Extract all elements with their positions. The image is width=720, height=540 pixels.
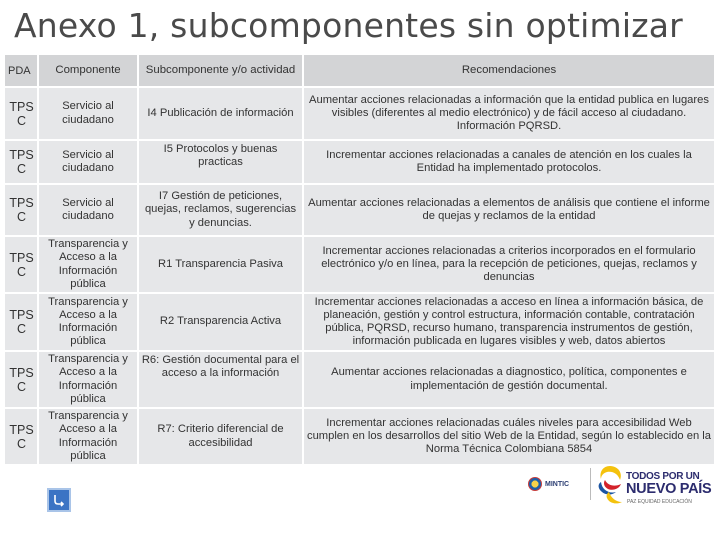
row-2-recomendacion: Incrementar acciones relacionadas a canales de atención en los cuales la Entidad ha implementado protocolos. <box>304 141 714 183</box>
row-3-recomendacion: Aumentar acciones relacionadas a elementos de análisis que contiene el informe de quejas y reclamos de la entidad <box>304 185 714 235</box>
row-6-subcomponente: R6: Gestión documental para el acceso a la información <box>139 352 302 407</box>
todos-line-2: NUEVO PAÍS <box>626 481 712 497</box>
row-7-componente: Transparencia y Acceso a la Información pública <box>39 409 137 464</box>
row-6-componente: Transparencia y Acceso a la Información pública <box>39 352 137 407</box>
header-recomendaciones: Recomendaciones <box>304 55 714 86</box>
row-4-recomendacion: Incrementar acciones relacionadas a criterios incorporados en el formulario electrónico y/o en línea, para la recepción de peticiones, quejas, reclamos y denuncias <box>304 237 714 292</box>
todos-line-1: TODOS POR UN <box>626 471 700 482</box>
logo-divider <box>590 468 591 500</box>
mintic-label: MINTIC <box>545 480 570 488</box>
header-componente: Componente <box>39 55 137 86</box>
colombia-seal-icon <box>528 477 542 491</box>
row-7-subcomponente: R7: Criterio diferencial de accesibilidad <box>139 409 302 464</box>
mintic-logo <box>528 474 586 494</box>
return-arrow-icon <box>52 493 66 507</box>
row-3-componente: Servicio al ciudadano <box>39 185 137 235</box>
row-6-pda: TPS C <box>5 352 37 407</box>
row-1-recomendacion: Aumentar acciones relacionadas a información que la entidad publica en lugares visibles (diferentes al medio electrónico) y de fácil acceso al ciudadano. Información PQRSD. <box>304 88 714 139</box>
row-1-pda: TPS C <box>5 88 37 139</box>
row-4-componente: Transparencia y Acceso a la Información pública <box>39 237 137 292</box>
row-1-componente: Servicio al ciudadano <box>39 88 137 139</box>
colombia-flag-swirl-icon <box>596 462 626 506</box>
row-3-subcomponente: I7 Gestión de peticiones, quejas, reclamos, sugerencias y denuncias. <box>139 185 302 235</box>
recommendations-table <box>5 55 714 464</box>
row-2-subcomponente: I5 Protocolos y buenas practicas <box>139 141 302 183</box>
row-7-pda: TPS C <box>5 409 37 464</box>
todos-line-3: PAZ EQUIDAD EDUCACIÓN <box>627 499 692 505</box>
row-5-pda: TPS C <box>5 294 37 350</box>
row-5-recomendacion: Incrementar acciones relacionadas a acceso en línea a información básica, de planeación, gestión y control estructura, información contable, contratación pública, PQRSD, recurso humano, transparencia instrumentos de gestión, información publicada en lugares visibles y web, datos abiertos <box>304 294 714 350</box>
row-4-pda: TPS C <box>5 237 37 292</box>
header-subcomponente: Subcomponente y/o actividad <box>139 55 302 86</box>
return-button[interactable] <box>47 488 71 512</box>
todos-por-un-nuevo-pais-logo <box>596 460 714 506</box>
row-6-recomendacion: Aumentar acciones relacionadas a diagnostico, política, componentes e implementación de gestión documental. <box>304 352 714 407</box>
row-1-subcomponente: I4 Publicación de información <box>139 88 302 139</box>
row-5-subcomponente: R2 Transparencia Activa <box>139 294 302 350</box>
row-3-pda: TPS C <box>5 185 37 235</box>
header-pda: PDA <box>5 55 37 86</box>
row-4-subcomponente: R1 Transparencia Pasiva <box>139 237 302 292</box>
row-2-componente: Servicio al ciudadano <box>39 141 137 183</box>
page-title: Anexo 1, subcomponentes sin optimizar <box>14 6 683 45</box>
row-7-recomendacion: Incrementar acciones relacionadas cuáles niveles para accesibilidad Web cumplen en los desarrollos del sitio Web de la Entidad, según lo establecido en la Norma Técnica Colombiana 5854 <box>304 409 714 464</box>
row-2-pda: TPS C <box>5 141 37 183</box>
row-5-componente: Transparencia y Acceso a la Información pública <box>39 294 137 350</box>
